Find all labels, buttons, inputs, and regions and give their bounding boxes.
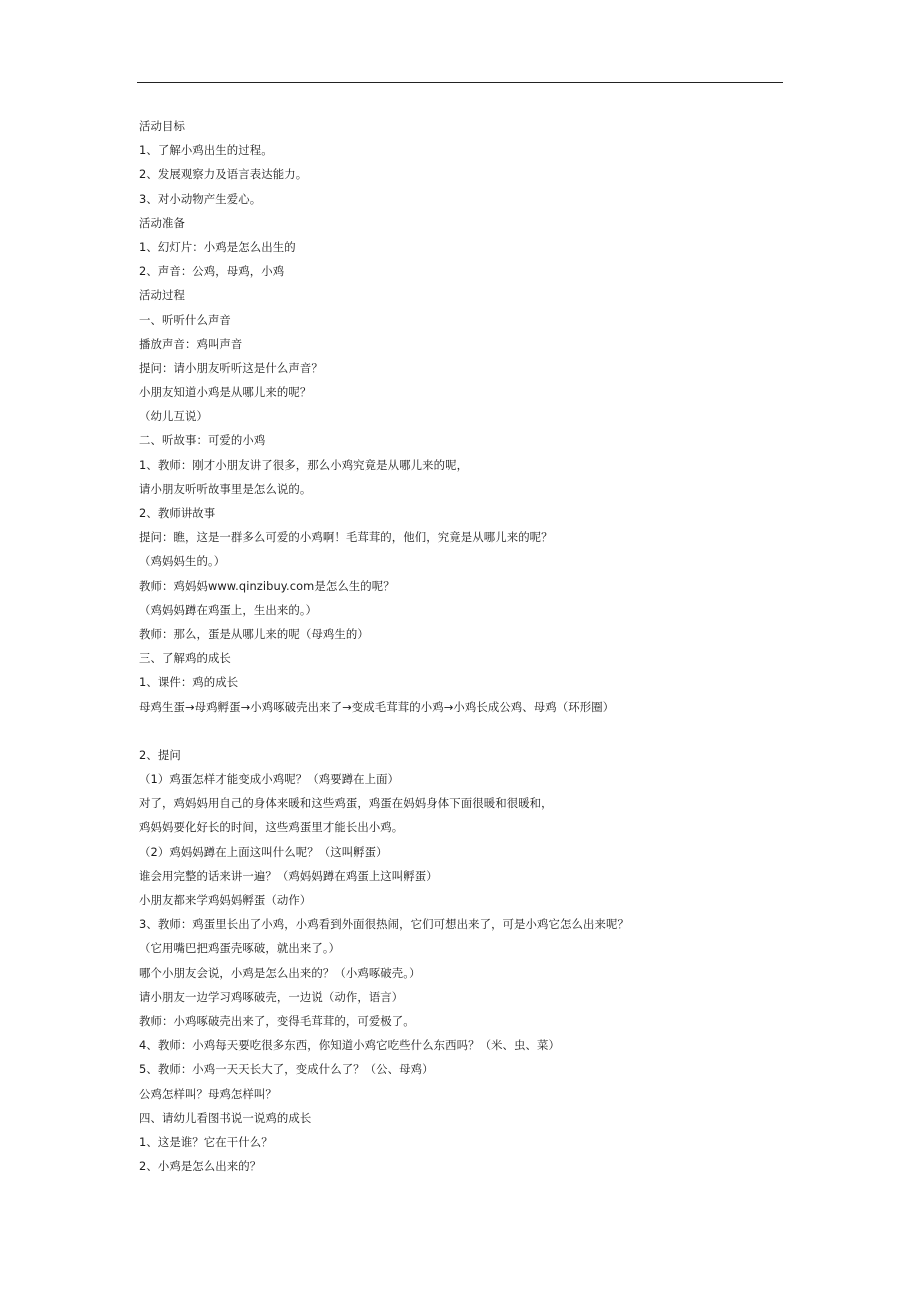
text-line: （幼儿互说） <box>139 409 208 424</box>
text-line: 1、课件：鸡的成长 <box>139 675 239 690</box>
text-line: 播放声音：鸡叫声音 <box>139 336 243 351</box>
text-line: 1、教师：刚才小朋友讲了很多，那么小鸡究竟是从哪儿来的呢， <box>139 457 469 472</box>
text-line: 5、教师：小鸡一天天长大了，变成什么了？（公、母鸡） <box>139 1062 434 1077</box>
document-body <box>139 114 819 1178</box>
text-line: 3、对小动物产生爱心。 <box>139 191 262 206</box>
section-heading-preparation: 活动准备 <box>139 215 185 230</box>
text-line: 一、听听什么声音 <box>139 312 231 327</box>
text-line: 提问：瞧，这是一群多么可爱的小鸡啊！毛茸茸的，他们，究竟是从哪儿来的呢？ <box>139 530 553 545</box>
growth-sequence-line: 母鸡生蛋→母鸡孵蛋→小鸡啄破壳出来了→变成毛茸茸的小鸡→小鸡长成公鸡、母鸡（环形圈） <box>139 699 615 714</box>
text-line: 二、听故事：可爱的小鸡 <box>139 433 266 448</box>
section-heading-goals: 活动目标 <box>139 119 185 133</box>
text-line: 2、发展观察力及语言表达能力。 <box>139 167 308 182</box>
text-line: 4、教师：小鸡每天要吃很多东西，你知道小鸡它吃些什么东西吗？（米、虫、菜） <box>139 1038 561 1053</box>
text-line: 对了，鸡妈妈用自己的身体来暖和这些鸡蛋，鸡蛋在妈妈身体下面很暖和很暖和， <box>139 796 553 811</box>
text-line: 三、了解鸡的成长 <box>139 651 231 666</box>
section-heading-process: 活动过程 <box>139 288 185 303</box>
text-line: （2）鸡妈妈蹲在上面这叫什么呢？（这叫孵蛋） <box>139 844 388 859</box>
text-line: 2、声音：公鸡，母鸡，小鸡 <box>139 264 285 279</box>
text-line: 谁会用完整的话来讲一遍？（鸡妈妈蹲在鸡蛋上这叫孵蛋） <box>139 868 438 883</box>
text-line: 公鸡怎样叫？母鸡怎样叫？ <box>139 1086 277 1101</box>
text-line: 2、教师讲故事 <box>139 506 216 520</box>
text-line: 3、教师：鸡蛋里长出了小鸡，小鸡看到外面很热闹，它们可想出来了，可是小鸡它怎么出来呢？ <box>139 917 629 932</box>
text-line: 提问：请小朋友听听这是什么声音？ <box>139 360 323 375</box>
text-line: （鸡妈妈生的。） <box>139 554 226 569</box>
text-line: 四、请幼儿看图书说一说鸡的成长 <box>139 1110 312 1125</box>
text-line: （1）鸡蛋怎样才能变成小鸡呢？（鸡要蹲在上面） <box>139 772 400 787</box>
text-line: 2、小鸡是怎么出来的？ <box>139 1159 262 1174</box>
text-line: 教师：小鸡啄破壳出来了，变得毛茸茸的，可爱极了。 <box>139 1013 415 1028</box>
text-line: 哪个小朋友会说，小鸡是怎么出来的？（小鸡啄破壳。） <box>139 965 421 980</box>
text-line: 1、幻灯片：小鸡是怎么出生的 <box>139 239 296 254</box>
text-line: 请小朋友一边学习鸡啄破壳，一边说（动作，语言） <box>139 989 404 1004</box>
text-line: 教师：那么，蛋是从哪儿来的呢（母鸡生的） <box>139 626 369 641</box>
text-line: 1、了解小鸡出生的过程。 <box>139 143 273 158</box>
text-line: （它用嘴巴把鸡蛋壳啄破，就出来了。） <box>139 941 341 956</box>
text-line: 鸡妈妈要化好长的时间，这些鸡蛋里才能长出小鸡。 <box>139 820 404 835</box>
blank-line <box>139 719 819 743</box>
text-line: （鸡妈妈蹲在鸡蛋上，生出来的。） <box>139 602 318 617</box>
text-line: 请小朋友听听故事里是怎么说的。 <box>139 481 312 496</box>
text-line: 教师：鸡妈妈www.qinzibuy.com是怎么生的呢？ <box>139 578 395 593</box>
text-line: 2、提问 <box>139 747 181 762</box>
header-rule <box>137 82 783 83</box>
text-line: 小朋友都来学鸡妈妈孵蛋（动作） <box>139 893 312 907</box>
text-line: 小朋友知道小鸡是从哪儿来的呢？ <box>139 385 312 400</box>
text-line: 1、这是谁？它在干什么？ <box>139 1134 273 1149</box>
